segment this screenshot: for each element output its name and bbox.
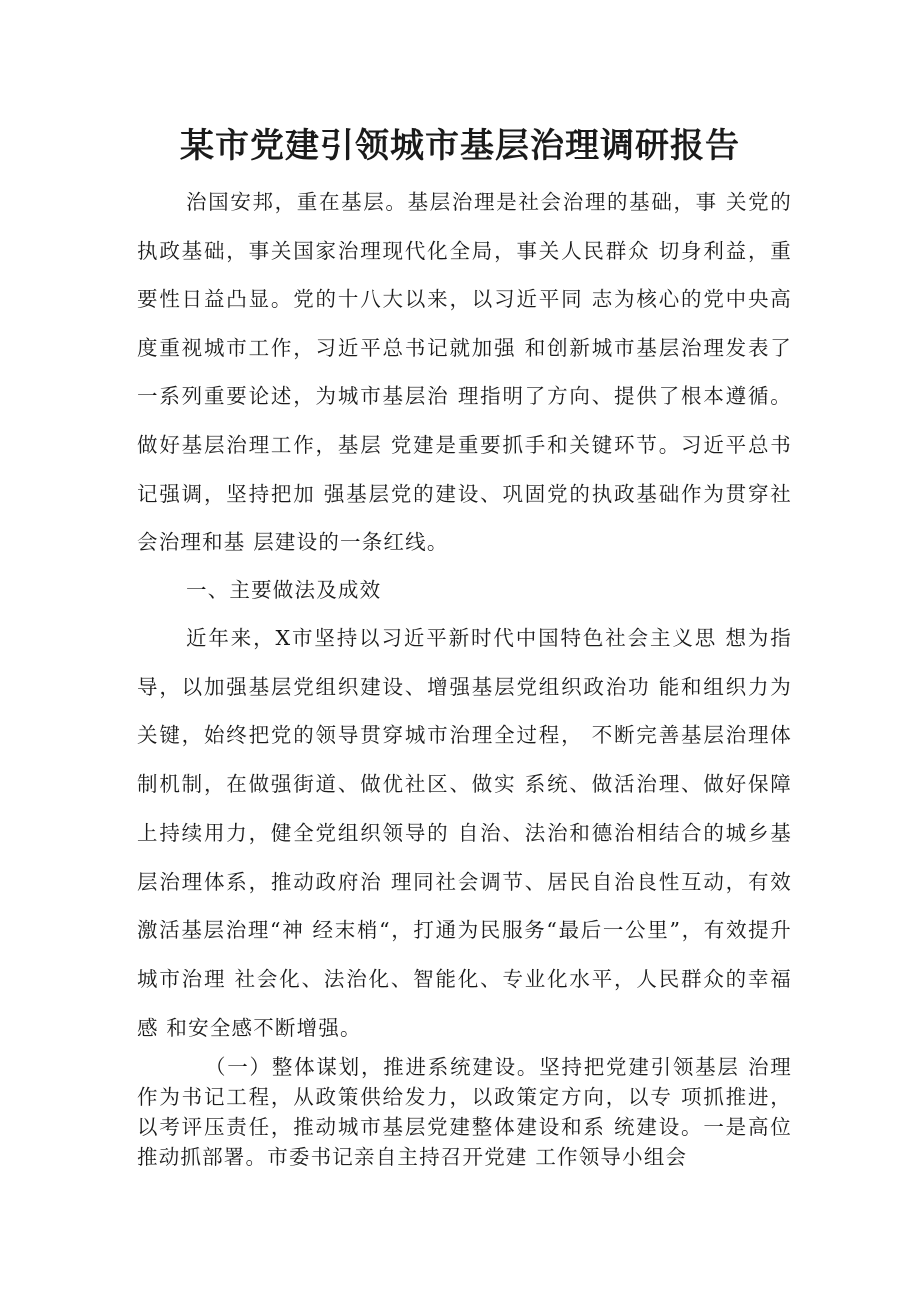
- document-title: 某市党建引领城市基层治理调研报告: [180, 126, 740, 166]
- section-heading: 一、主要做法及成效: [186, 578, 382, 602]
- subsection-paragraph: （一）整体谋划，推进系统建设。坚持把党建引领基层 治理作为书记工程，从政策供给发力，以政策定方向，以专 项抓推进，以考评压责任，推动城市基层党建整体建设和系 统建设。一是高位推动抓部署。市委书记亲自主持召开党建 工作领导小组会: [137, 1055, 792, 1169]
- body-paragraph: 近年来，X市坚持以习近平新时代中国特色社会主义思 想为指导，以加强基层党组织建设、增强基层党组织政治功 能和组织力为关键，始终把党的领导贯穿城市治理全过程， 不断完善基层治理体制机制，在做强街道、做优社区、做实 系统、做活治理、做好保障上持续用力，健全党组织领导的 自治、法治和德治相结合的城乡基层治理体系，推动政府治 理同社会调节、居民自治良性互动，有效激活基层治理“神 经末梢“，打通为民服务“最后一公里”，有效提升城市治理 社会化、法治化、智能化、专业化水平，人民群众的幸福感 和安全感不断增强。: [137, 626, 792, 1040]
- intro-paragraph: 治国安邦，重在基层。基层治理是社会治理的基础，事 关党的执政基础，事关国家治理现代化全局，事关人民群众 切身利益，重要性日益凸显。党的十八大以来，以习近平同 志为核心的党中央高度重视城市工作，习近平总书记就加强 和创新城市基层治理发表了一系列重要论述，为城市基层治 理指明了方向、提供了根本遵循。做好基层治理工作，基层 党建是重要抓手和关键环节。习近平总书记强调，坚持把加 强基层党的建设、巩固党的执政基础作为贯穿社会治理和基 层建设的一条红线。: [137, 190, 792, 555]
